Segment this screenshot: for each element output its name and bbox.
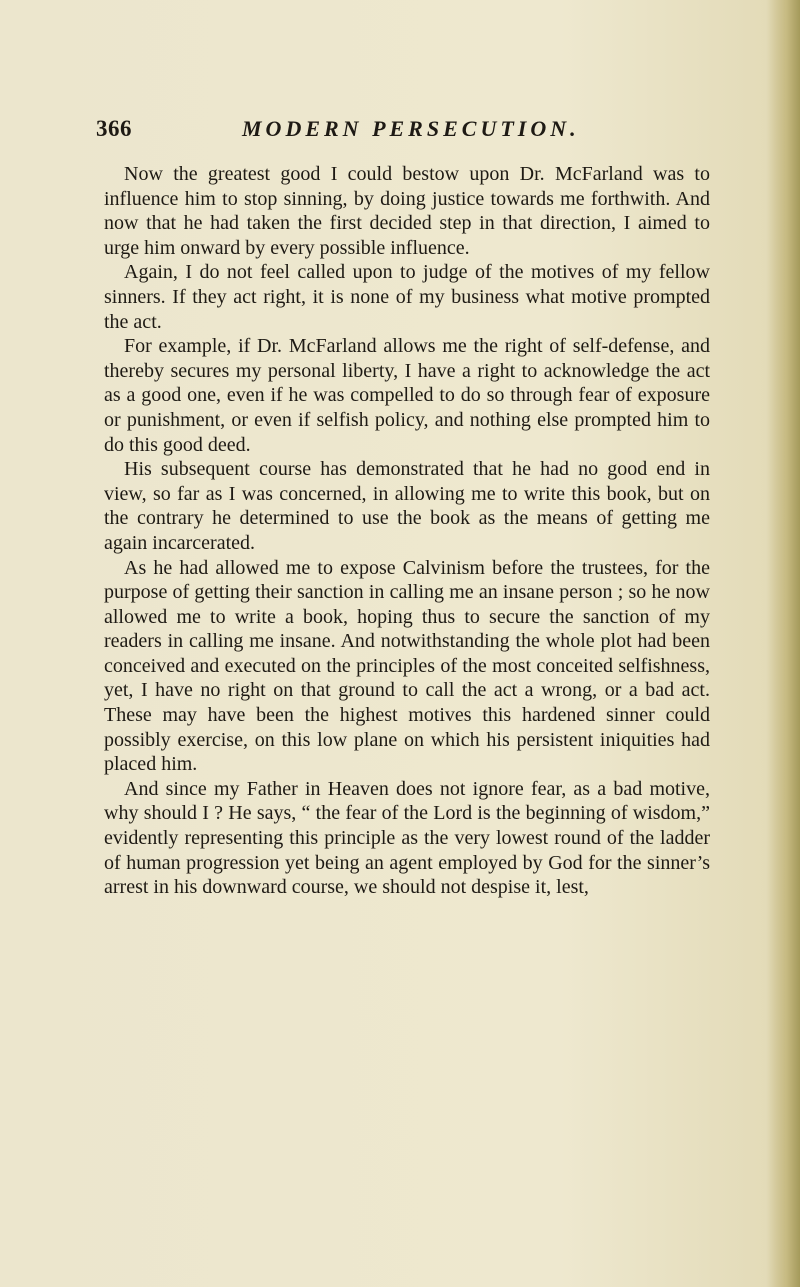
body-text — [104, 162, 710, 900]
running-head: MODERN PERSECUTION. — [242, 116, 580, 141]
page-number: 366 — [96, 116, 132, 141]
paragraph: Now the greatest good I could bestow upon Dr. McFarland was to influence him to stop sinning, by doing justice towards me forthwith. And now that he had taken the first decided step in that direction, I aimed to urge him onward by every possible influence. — [104, 163, 710, 259]
page-edge-shadow — [766, 0, 800, 1287]
paragraph: As he had allowed me to expose Calvinism before the trustees, for the purpose of getting their sanction in calling me an insane person ; so he now allowed me to write a book, hoping thus to secure the sanction of my readers in calling me insane. And notwithstanding the whole plot had been conceived and executed on the principles of the most conceited selfishness, yet, I have no right on that ground to call the act a wrong, or a bad act. These may have been the highest motives this hardened sinner could possibly exercise, on this low plane on which his persistent iniquities had placed him. — [104, 556, 710, 776]
paragraph: For example, if Dr. McFarland allows me the right of self-defense, and thereby secures my personal liberty, I have a right to acknowledge the act as a good one, even if he was compelled to do so through fear of exposure or punishment, or even if selfish policy, and nothing else prompted him to do this good deed. — [104, 335, 710, 456]
paragraph: Again, I do not feel called upon to judge of the motives of my fellow sinners. If they act right, it is none of my business what motive prompted the act. — [104, 261, 710, 333]
page-header — [96, 116, 716, 146]
paragraph: And since my Father in Heaven does not ignore fear, as a bad motive, why should I ? He says, “ the fear of the Lord is the beginning of wisdom,” evidently representing this principle as the very lowest round of the ladder of human progression yet being an agent employed by God for the sinner’s arrest in his downward course, we should not despise it, lest, — [104, 777, 710, 899]
paragraph: His subsequent course has demonstrated that he had no good end in view, so far as I was concerned, in allowing me to write this book, but on the contrary he determined to use the book as the means of getting me again incarcerated. — [104, 458, 710, 554]
